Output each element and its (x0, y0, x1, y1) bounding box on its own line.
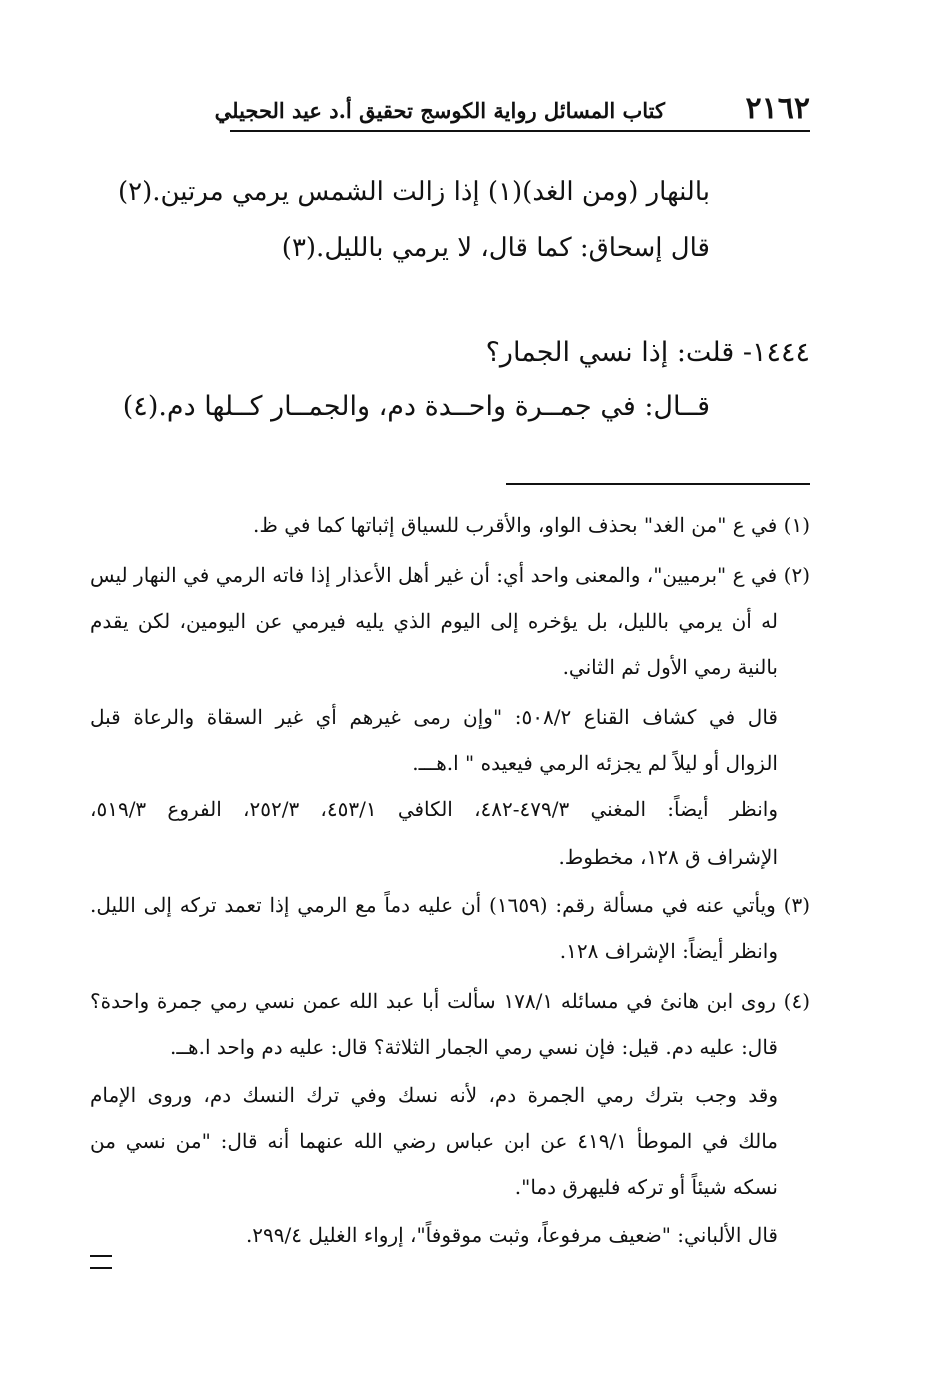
footnote-3-line-1: (٣) ويأتي عنه في مسألة رقم: (١٦٥٩) أن عليه دماً مع الرمي إذا تعمد تركه إلى الليل. (90, 893, 811, 917)
header-rule (230, 130, 810, 132)
footnote-3-line-2: وانظر أيضاً: الإشراف ١٢٨. (559, 939, 778, 963)
footnote-separator (506, 483, 810, 485)
footnote-4-line-3: وقد وجب بترك رمي الجمرة دم، لأنه نسك وفي ترك النسك دم، وروى الإمام (90, 1083, 778, 1107)
footnote-2-line-6: وانظر أيضاً: المغني ٤٧٩/٣-٤٨٢، الكافي ٤٥٣/١، ٢٥٢/٣، الفروع ٥١٩/٣، (90, 797, 778, 821)
footnote-2-line-4: قال في كشاف القناع ٥٠٨/٢: "وإن رمى غيرهم أي غير السقاة والرعاة قبل (90, 705, 778, 729)
footnote-4-line-5: نسكه شيئاً أو تركه فليهرق دما". (514, 1175, 778, 1199)
page-number: ٢١٦٢ (745, 91, 810, 126)
issue-question: ١٤٤٤- قلت: إذا نسي الجمار؟ (485, 337, 810, 368)
footnote-4-line-2: قال: عليه دم. قيل: فإن نسي رمي الجمار الثلاثة؟ قال: عليه دم واحد ا.هــ. (169, 1035, 778, 1059)
footnote-4-line-1: (٤) روى ابن هانئ في مسائله ١٧٨/١ سألت أبا عبد الله عمن نسي رمي جمرة واحدة؟ (90, 989, 810, 1013)
footnote-2-line-7: الإشراف ق ١٢٨، مخطوط. (558, 845, 778, 869)
page-header (214, 90, 810, 132)
footnote-4-line-6: قال الألباني: "ضعيف مرفوعاً، وثبت موقوفاً"، إرواء الغليل ٢٩٩/٤. (245, 1223, 778, 1247)
footnote-2-line-5: الزوال أو ليلاً لم يجزئه الرمي فيعيده " ا.هـــ. (412, 751, 778, 775)
footnote-2-line-1: (٢) في ع "برميين"، والمعنى واحد أي: أن غير أهل الأعذار إذا فاته الرمي في النهار ليس (90, 563, 810, 587)
issue-answer: قــال: في جمــرة واحــدة دم، والجمــار كــلها دم.(٤) (122, 391, 710, 422)
footnote-4-line-4: مالك في الموطأ ٤١٩/١ عن ابن عباس رضي الله عنهما أنه قال: "من نسي من (90, 1129, 778, 1153)
header-title: كتاب المسائل رواية الكوسج تحقيق أ.د عيد الحجيلي (214, 98, 665, 123)
main-line-1: بالنهار (ومن الغد)(١) إذا زالت الشمس يرمي مرتين.(٢) (117, 177, 710, 207)
footnote-2-line-2: له أن يرمي بالليل، بل يؤخره إلى اليوم الذي يليه فيرمي عن اليومين، لكن يقدم (90, 609, 778, 633)
continuation-mark (90, 1255, 112, 1269)
footnote-1: (١) في ع "من الغد" بحذف الواو، والأقرب للسياق إثباتها كما في ظ. (253, 513, 810, 537)
footnote-2-line-3: بالنية رمي الأول ثم الثاني. (562, 655, 778, 679)
main-line-2: قال إسحاق: كما قال، لا يرمي بالليل.(٣) (281, 233, 710, 263)
